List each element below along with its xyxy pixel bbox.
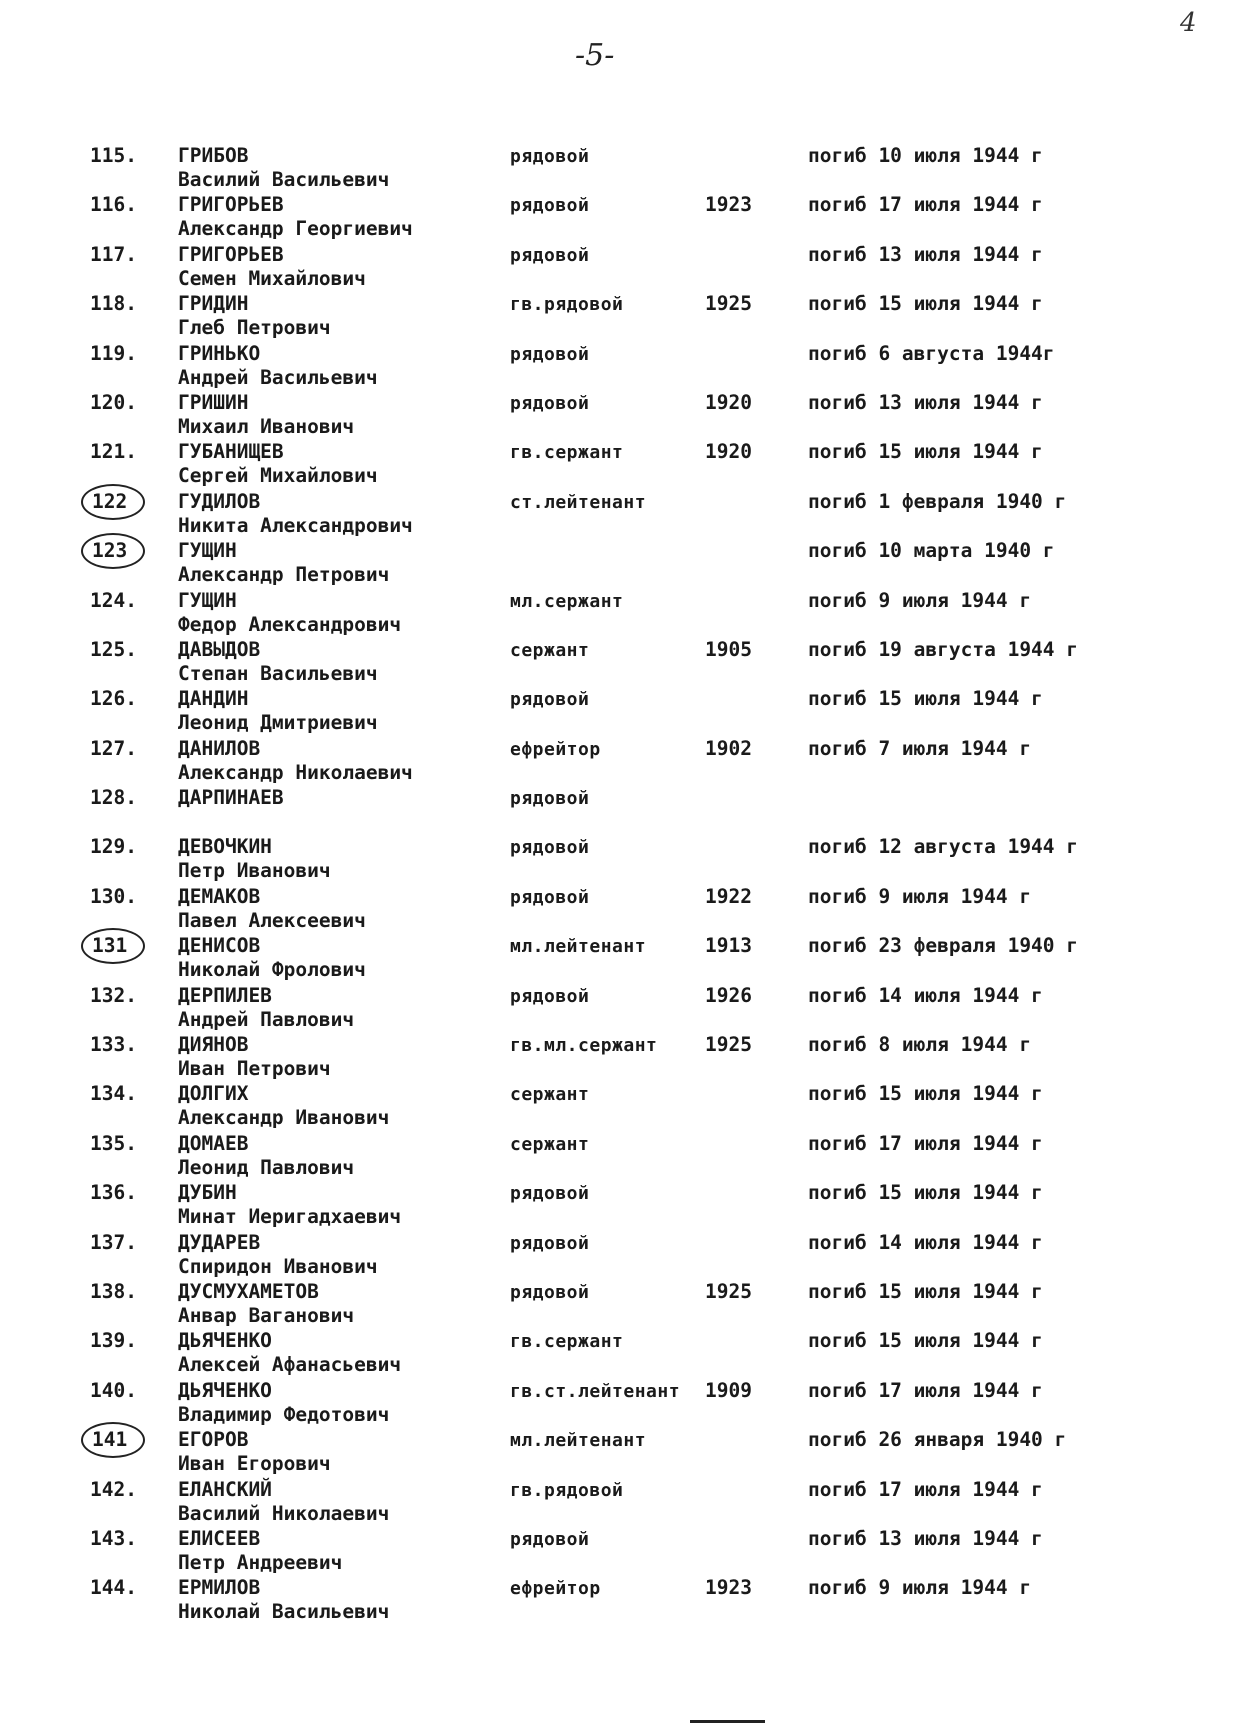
entry-death: погиб 23 февраля 1940 г [808,934,1079,958]
entry-firstname: Петр Иванович [178,859,331,883]
list-entry [0,387,1240,436]
entry-year: 1905 [705,637,752,661]
entry-number: 144. [90,1576,137,1600]
entry-lastname: ДАВЫДОВ [178,637,261,661]
entry-lastname: ГРИГОРЬЕВ [178,193,284,217]
entry-lastname: ДУСМУХАМЕТОВ [178,1279,319,1303]
entry-firstname: Степан Васильевич [178,661,378,685]
entry-death: погиб 15 июля 1944 г [808,1279,1043,1303]
entry-firstname: Минат Иеригадхаевич [178,1205,402,1229]
entry-lastname: ГРИБОВ [178,144,249,167]
entry-number: 129. [90,835,137,859]
entry-number: 118. [90,292,137,316]
list-entry [0,1276,1240,1325]
entry-death: погиб 13 июля 1944 г [808,390,1043,414]
entry-death: погиб 15 июля 1944 г [808,1329,1043,1353]
entry-death: погиб 26 января 1940 г [808,1428,1067,1452]
entry-number: 122 [92,489,128,513]
entry-lastname: ДЕВОЧКИН [178,835,272,859]
list-entry [0,1523,1240,1572]
entry-rank: рядовой [510,985,590,1007]
list-entry [0,1029,1240,1081]
entry-number: 132. [90,983,137,1007]
list-entry [0,1375,1240,1424]
entry-death: погиб 8 июля 1944 г [808,1033,1032,1057]
entry-firstname: Николай Васильевич [178,1600,390,1624]
entry-firstname: Леонид Дмитриевич [178,711,378,735]
list-entry [0,782,1240,831]
entry-number: 121. [90,440,137,464]
entry-firstname: Спиридон Иванович [178,1254,378,1278]
entry-number: 126. [90,687,137,711]
entry-year: 1922 [705,884,752,908]
entry-number: 128. [90,786,137,810]
entry-lastname: ЕЛИСЕЕВ [178,1526,261,1550]
entry-rank: гв.сержант [510,1331,624,1353]
entry-year: 1925 [705,292,752,316]
entry-number: 125. [90,637,137,661]
entry-number: 117. [90,242,137,266]
list-entry [0,1078,1240,1130]
list-entry [0,1325,1240,1377]
entry-rank: рядовой [510,392,590,414]
entry-rank: рядовой [510,1232,590,1254]
entry-lastname: ДОМАЕВ [178,1131,249,1155]
entry-lastname: ГУЩИН [178,588,237,612]
list-entry [0,733,1240,782]
entry-lastname: ГУДИЛОВ [178,489,261,513]
entry-rank: мл.лейтенант [510,936,647,958]
entry-death: погиб 10 июля 1944 г [808,144,1043,167]
entry-rank: рядовой [510,343,590,365]
entry-number: 116. [90,193,137,217]
entry-death: погиб 6 августа 1944г [808,341,1055,365]
entry-number: 115. [90,144,137,167]
entry-year: 1923 [705,1576,752,1600]
entry-death: погиб 13 июля 1944 г [808,242,1043,266]
entry-year: 1902 [705,736,752,760]
entry-number: 124. [90,588,137,612]
list-entry [0,1572,1240,1624]
entry-death: погиб 19 августа 1944 г [808,637,1079,661]
entry-firstname: Алексей Афанасьевич [178,1353,402,1377]
entry-firstname: Иван Петрович [178,1057,331,1081]
entry-number: 136. [90,1181,137,1205]
entry-death: погиб 17 июля 1944 г [808,193,1043,217]
entry-firstname: Александр Георгиевич [178,217,413,241]
entry-number: 131 [92,934,128,958]
entry-lastname: ДЕРПИЛЕВ [178,983,272,1007]
entry-number: 137. [90,1230,137,1254]
entry-rank: рядовой [510,837,590,859]
list-entry [0,338,1240,387]
entry-death: погиб 17 июля 1944 г [808,1477,1043,1501]
entry-lastname: ДЬЯЧЕНКО [178,1329,272,1353]
entry-death: погиб 15 июля 1944 г [808,440,1043,464]
entry-lastname: ДЕНИСОВ [178,934,261,958]
entry-lastname: ГРИНЬКО [178,341,261,365]
entry-firstname: Петр Андреевич [178,1550,343,1574]
entry-number: 142. [90,1477,137,1501]
entry-firstname: Александр Петрович [178,563,390,587]
entry-firstname: Павел Алексеевич [178,908,366,932]
list-entry [0,288,1240,340]
entry-lastname: ЕГОРОВ [178,1428,249,1452]
entry-number: 143. [90,1526,137,1550]
entry-lastname: ДОЛГИХ [178,1082,249,1106]
entry-rank: сержант [510,639,590,661]
list-entry [0,189,1240,241]
entry-firstname: Михаил Иванович [178,414,355,438]
entry-death: погиб 17 июля 1944 г [808,1378,1043,1402]
entry-rank: гв.ст.лейтенант [510,1380,681,1402]
entry-lastname: ГУБАНИЩЕВ [178,440,284,464]
entry-rank: рядовой [510,146,590,167]
entry-firstname: Иван Егорович [178,1452,331,1476]
casualty-list [0,140,1240,1622]
entry-lastname: ДАРПИНАЕВ [178,786,284,810]
list-entry [0,1177,1240,1229]
list-entry [0,930,1240,982]
entry-rank: гв.рядовой [510,1479,624,1501]
entry-lastname: ДУБИН [178,1181,237,1205]
list-entry [0,535,1240,587]
list-entry [0,486,1240,535]
entry-death: погиб 12 августа 1944 г [808,835,1079,859]
list-entry [0,1227,1240,1276]
entry-lastname: ДИЯНОВ [178,1033,249,1057]
entry-death: погиб 17 июля 1944 г [808,1131,1043,1155]
entry-lastname: ГУЩИН [178,539,237,563]
entry-lastname: ДАНДИН [178,687,249,711]
entry-number: 120. [90,390,137,414]
list-entry [0,585,1240,634]
list-entry [0,831,1240,883]
entry-death: погиб 14 июля 1944 г [808,1230,1043,1254]
entry-rank: рядовой [510,1528,590,1550]
list-entry [0,980,1240,1029]
entry-rank: рядовой [510,788,590,810]
entry-death: погиб 9 июля 1944 г [808,588,1032,612]
entry-rank: сержант [510,1133,590,1155]
entry-firstname: Василий Васильевич [178,168,390,191]
entry-firstname: Леонид Павлович [178,1155,355,1179]
entry-death: погиб 9 июля 1944 г [808,884,1032,908]
entry-firstname: Александр Иванович [178,1106,390,1130]
entry-death: погиб 10 марта 1940 г [808,539,1055,563]
entry-lastname: ЕЛАНСКИЙ [178,1477,272,1501]
entry-number: 134. [90,1082,137,1106]
entry-number: 127. [90,736,137,760]
entry-year: 1920 [705,390,752,414]
entry-rank: рядовой [510,244,590,266]
entry-death: погиб 15 июля 1944 г [808,292,1043,316]
entry-lastname: ГРИДИН [178,292,249,316]
entry-number: 140. [90,1378,137,1402]
entry-firstname: Федор Александрович [178,612,402,636]
entry-lastname: ДУДАРЕВ [178,1230,261,1254]
entry-year: 1926 [705,983,752,1007]
list-entry [0,436,1240,488]
list-entry [0,140,1240,189]
entry-firstname: Никита Александрович [178,513,413,537]
entry-rank: ст.лейтенант [510,491,647,513]
entry-rank: мл.лейтенант [510,1430,647,1452]
entry-lastname: ГРИШИН [178,390,249,414]
list-entry [0,1474,1240,1523]
entry-number: 138. [90,1279,137,1303]
list-entry [0,634,1240,683]
entry-rank: мл.сержант [510,590,624,612]
entry-year: 1925 [705,1033,752,1057]
entry-year: 1920 [705,440,752,464]
entry-firstname: Василий Николаевич [178,1501,390,1525]
list-entry [0,1424,1240,1476]
entry-death: погиб 7 июля 1944 г [808,736,1032,760]
entry-rank: гв.сержант [510,442,624,464]
entry-death: погиб 14 июля 1944 г [808,983,1043,1007]
entry-year: 1925 [705,1279,752,1303]
entry-death: погиб 15 июля 1944 г [808,1181,1043,1205]
entry-lastname: ДЕМАКОВ [178,884,261,908]
list-entry [0,683,1240,735]
entry-rank: гв.мл.сержант [510,1035,658,1057]
entry-lastname: ДАНИЛОВ [178,736,261,760]
entry-rank: рядовой [510,1183,590,1205]
entry-firstname: Александр Николаевич [178,760,413,784]
entry-rank: рядовой [510,195,590,217]
entry-year: 1913 [705,934,752,958]
list-entry [0,239,1240,288]
entry-rank: рядовой [510,886,590,908]
entry-death: погиб 15 июля 1944 г [808,1082,1043,1106]
entry-rank: ефрейтор [510,1578,601,1600]
entry-lastname: ДЬЯЧЕНКО [178,1378,272,1402]
entry-firstname: Андрей Павлович [178,1007,355,1031]
entry-death: погиб 1 февраля 1940 г [808,489,1067,513]
entry-firstname: Андрей Васильевич [178,365,378,389]
list-entry [0,881,1240,930]
entry-firstname: Сергей Михайлович [178,464,378,488]
entry-rank: рядовой [510,689,590,711]
entry-lastname: ГРИГОРЬЕВ [178,242,284,266]
entry-rank: гв.рядовой [510,294,624,316]
list-entry [0,1128,1240,1177]
entry-rank: сержант [510,1084,590,1106]
entry-number: 141 [92,1428,128,1452]
entry-number: 135. [90,1131,137,1155]
entry-number: 133. [90,1033,137,1057]
entry-rank: ефрейтор [510,738,601,760]
entry-firstname: Глеб Петрович [178,316,331,340]
entry-firstname: Владимир Федотович [178,1402,390,1426]
entry-firstname: Анвар Ваганович [178,1303,355,1327]
entry-firstname: Семен Михайлович [178,266,366,290]
corner-mark: 4 [1180,8,1197,38]
bottom-mark [690,1720,765,1723]
entry-firstname: Николай Фролович [178,958,366,982]
entry-death: погиб 9 июля 1944 г [808,1576,1032,1600]
page-number: -5- [575,38,615,73]
entry-rank: рядовой [510,1281,590,1303]
entry-number: 130. [90,884,137,908]
entry-year: 1923 [705,193,752,217]
entry-number: 139. [90,1329,137,1353]
entry-death: погиб 15 июля 1944 г [808,687,1043,711]
entry-number: 119. [90,341,137,365]
entry-death: погиб 13 июля 1944 г [808,1526,1043,1550]
entry-year: 1909 [705,1378,752,1402]
entry-lastname: ЕРМИЛОВ [178,1576,261,1600]
entry-number: 123 [92,539,128,563]
